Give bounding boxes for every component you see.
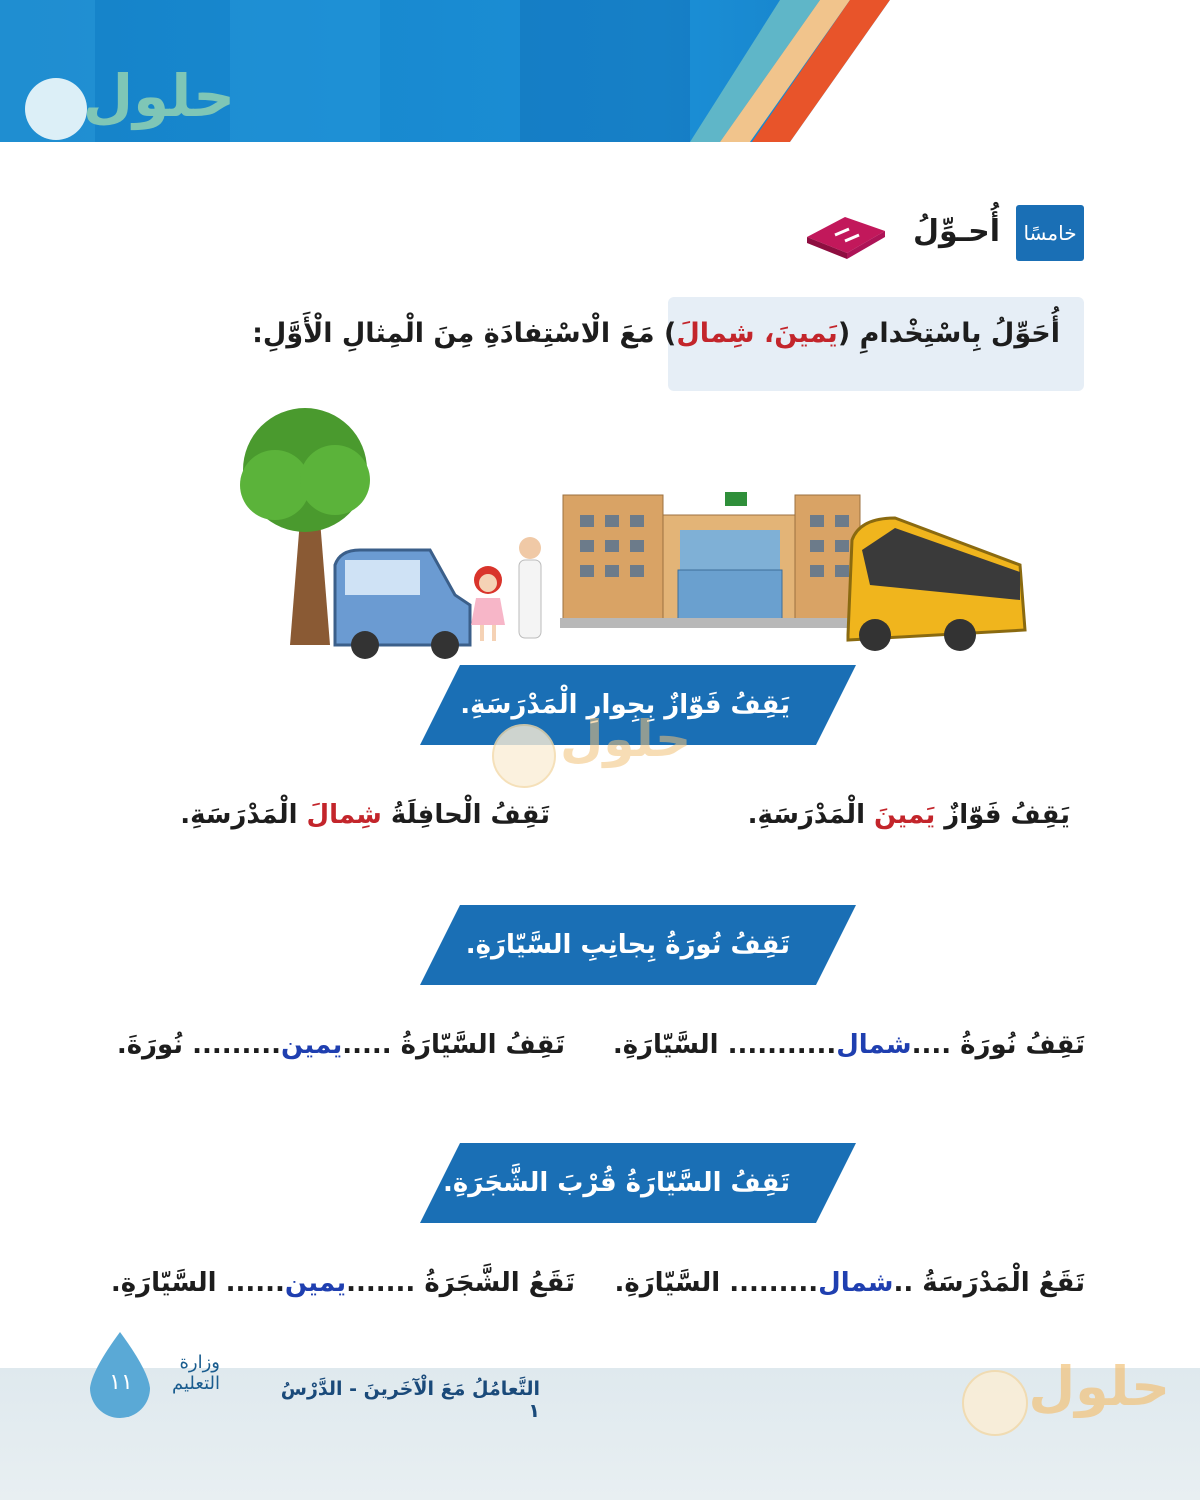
book-icon <box>805 215 887 259</box>
sentence-3-left <box>110 1268 575 1318</box>
instruction-before: أُحَوِّلُ بِاسْتِخْدامِ ( <box>837 318 1060 349</box>
sentence-1-left <box>170 800 550 850</box>
section-badge: خامسًا <box>1016 205 1084 261</box>
sentence-1-right-post: الْمَدْرَسَةِ. <box>747 800 875 830</box>
instruction-word-left: شِمالَ <box>676 318 755 349</box>
ministry-text: وزارة التعليم <box>172 1352 220 1394</box>
sentence-1-right <box>740 800 1070 850</box>
sentence-2-left-pre: تَقِفُ السَّيّارَةُ ..... <box>342 1030 565 1060</box>
sentence-2-left-fill: يمين <box>281 1030 343 1060</box>
scene-illustration <box>230 400 1030 660</box>
sentence-1-left-fill: شِمالَ <box>306 800 382 830</box>
sentence-3-left-fill: يمين <box>284 1268 347 1298</box>
sentence-1-left-pre: تَقِفُ الْحافِلَةُ <box>381 800 550 830</box>
instruction-word-right: يَمينَ <box>774 318 838 349</box>
logo-text: حلول <box>82 62 235 130</box>
sentence-3-right-pre: تَقَعُ الْمَدْرَسَةُ .. <box>893 1268 1085 1298</box>
sentence-1-left-post: الْمَدْرَسَةِ. <box>180 800 307 830</box>
watermark-text-center: حلول <box>560 710 692 768</box>
watermark-badge-icon <box>492 724 556 788</box>
boy-icon <box>519 537 541 638</box>
sentence-3-right <box>614 1268 1085 1318</box>
sentence-2-right <box>612 1030 1085 1080</box>
page-number: ١١ <box>109 1369 133 1395</box>
watermark-badge-icon-footer <box>962 1370 1028 1436</box>
sentence-1-right-pre: يَقِفُ فَوّازٌ <box>935 800 1070 830</box>
sentence-2-left-post: ......... نُورَةَ. <box>116 1030 282 1060</box>
sentence-2-right-fill: شمال <box>836 1030 912 1060</box>
sentence-2-right-pre: تَقِفُ نُورَةُ .... <box>911 1030 1085 1060</box>
instruction-comma: ، <box>754 318 775 349</box>
sentence-3-right-fill: شمال <box>818 1268 894 1298</box>
sentence-1-right-fill: يَمينَ <box>874 800 936 830</box>
instruction-after: ) مَعَ الْاسْتِفادَةِ مِنَ الْمِثالِ الْأَوَّلِ: <box>252 318 677 349</box>
footer-lesson: التَّعامُلُ مَعَ الْآخَرينَ - الدَّرْسُ ١ <box>280 1378 540 1422</box>
example-banner-1-text: يَقِفُ فَوّازٌ بِجِوارِ الْمَدْرَسَةِ. <box>460 690 790 720</box>
example-banner-3-text: تَقِفُ السَّيّارَةُ قُرْبَ الشَّجَرَةِ. <box>442 1168 790 1198</box>
sentence-3-left-post: ...... السَّيّارَةِ. <box>110 1268 285 1298</box>
header-banner <box>0 0 1200 142</box>
sentence-2-right-post: ........... السَّيّارَةِ. <box>612 1030 837 1060</box>
section-title: أُحـوِّلُ <box>913 214 1000 249</box>
sentence-3-right-post: ......... السَّيّارَةِ. <box>614 1268 819 1298</box>
logo-badge-icon <box>25 78 87 140</box>
example-banner-2-text: تَقِفُ نُورَةُ بِجانِبِ السَّيّارَةِ. <box>465 930 790 960</box>
sentence-2-left <box>116 1030 565 1080</box>
car-icon <box>335 550 470 659</box>
school-icon <box>560 492 865 628</box>
watermark-text-footer: حلول <box>1028 1355 1170 1418</box>
sentence-3-left-pre: تَقَعُ الشَّجَرَةُ ....... <box>346 1268 575 1298</box>
instruction-text <box>230 318 1060 368</box>
girl-icon <box>471 566 505 641</box>
bus-icon <box>848 518 1025 651</box>
